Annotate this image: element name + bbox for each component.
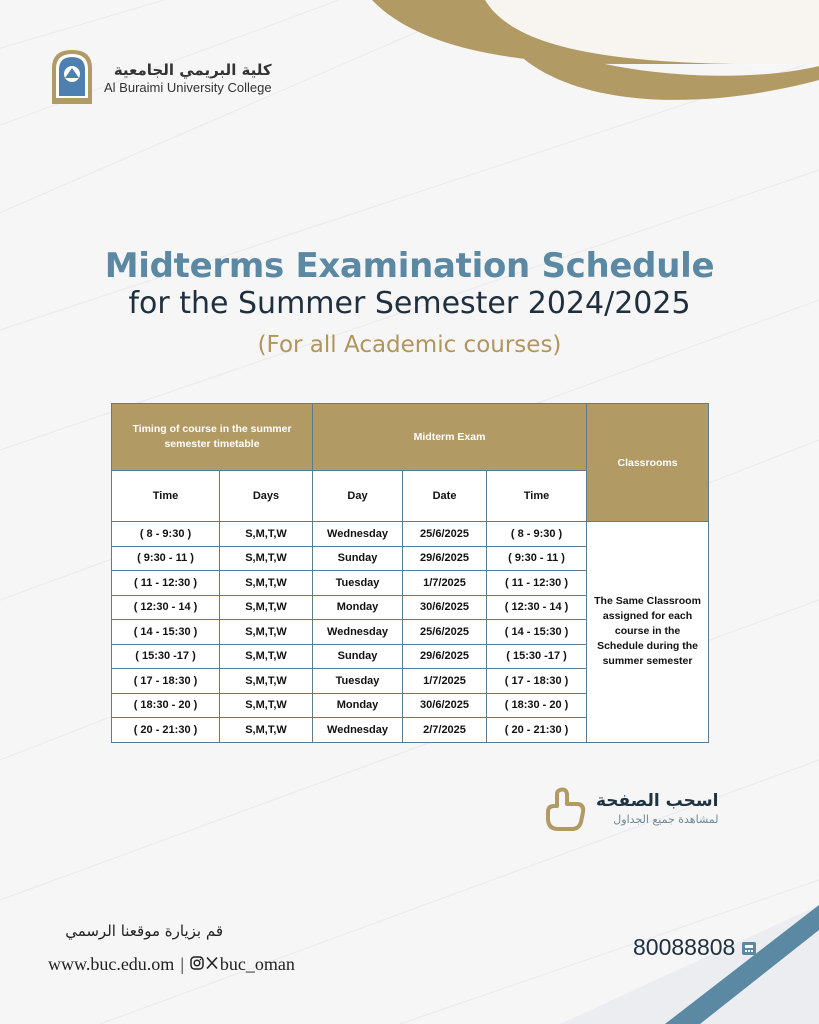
swipe-hand-icon — [544, 786, 586, 832]
cell-exam-time: ( 18:30 - 20 ) — [487, 693, 587, 718]
social-handle[interactable]: buc_oman — [219, 954, 295, 974]
page-title: Midterms Examination Schedule — [104, 246, 715, 286]
page-note: (For all Academic courses) — [257, 332, 562, 358]
header-classrooms: Classrooms — [587, 404, 709, 522]
visit-website-label: قم بزيارة موقعنا الرسمي — [65, 922, 223, 940]
cell-exam-time: ( 12:30 - 14 ) — [487, 595, 587, 620]
swipe-title: اسحب الصفحة — [596, 791, 719, 811]
cell-date: 1/7/2025 — [403, 669, 487, 694]
cell-time: ( 9:30 - 11 ) — [112, 546, 220, 571]
cell-days: S,M,T,W — [220, 718, 313, 743]
cell-date: 1/7/2025 — [403, 571, 487, 596]
cell-exam-time: ( 14 - 15:30 ) — [487, 620, 587, 645]
cell-time: ( 17 - 18:30 ) — [112, 669, 220, 694]
instagram-icon[interactable] — [190, 956, 204, 974]
page-subtitle: for the Summer Semester 2024/2025 — [128, 286, 691, 321]
cell-time: ( 11 - 12:30 ) — [112, 571, 220, 596]
x-icon[interactable] — [205, 956, 219, 974]
cell-days: S,M,T,W — [220, 595, 313, 620]
cell-days: S,M,T,W — [220, 546, 313, 571]
cell-time: ( 14 - 15:30 ) — [112, 620, 220, 645]
cell-day: Sunday — [313, 546, 403, 571]
cell-day: Tuesday — [313, 571, 403, 596]
swipe-hint — [544, 786, 718, 832]
cell-date: 30/6/2025 — [403, 595, 487, 620]
col-date: Date — [403, 471, 487, 522]
cell-time: ( 18:30 - 20 ) — [112, 693, 220, 718]
cell-days: S,M,T,W — [220, 693, 313, 718]
cell-day: Wednesday — [313, 522, 403, 547]
cell-days: S,M,T,W — [220, 669, 313, 694]
cell-day: Monday — [313, 595, 403, 620]
exam-schedule-table — [111, 403, 709, 743]
college-logo — [48, 48, 272, 108]
phone-icon — [741, 940, 757, 956]
col-days: Days — [220, 471, 313, 522]
header-midterm-exam: Midterm Exam — [313, 404, 587, 471]
cell-days: S,M,T,W — [220, 522, 313, 547]
phone-value[interactable]: 80088808 — [633, 934, 736, 960]
cell-date: 29/6/2025 — [403, 546, 487, 571]
cell-date: 25/6/2025 — [403, 522, 487, 547]
cell-exam-time: ( 15:30 -17 ) — [487, 644, 587, 669]
col-day: Day — [313, 471, 403, 522]
college-name-english: Al Buraimi University College — [104, 80, 272, 95]
cell-day: Wednesday — [313, 620, 403, 645]
cell-exam-time: ( 8 - 9:30 ) — [487, 522, 587, 547]
cell-date: 30/6/2025 — [403, 693, 487, 718]
cell-days: S,M,T,W — [220, 620, 313, 645]
website-line — [48, 954, 295, 975]
title-block — [0, 244, 819, 363]
college-seal-icon — [48, 48, 96, 108]
cell-date: 25/6/2025 — [403, 620, 487, 645]
separator: | — [180, 954, 184, 974]
classroom-note: The Same Classroom assigned for each course in the Schedule during the summer semester — [587, 522, 709, 743]
col-exam-time: Time — [487, 471, 587, 522]
cell-time: ( 20 - 21:30 ) — [112, 718, 220, 743]
cell-days: S,M,T,W — [220, 571, 313, 596]
swipe-subtitle: لمشاهدة جميع الجداول — [613, 813, 719, 826]
cell-time: ( 15:30 -17 ) — [112, 644, 220, 669]
phone-number — [633, 934, 757, 961]
cell-days: S,M,T,W — [220, 644, 313, 669]
cell-time: ( 8 - 9:30 ) — [112, 522, 220, 547]
website-link[interactable]: www.buc.edu.om — [48, 954, 175, 974]
header-course-timing: Timing of course in the summer semester timetable — [112, 404, 313, 471]
cell-exam-time: ( 17 - 18:30 ) — [487, 669, 587, 694]
cell-exam-time: ( 11 - 12:30 ) — [487, 571, 587, 596]
college-name-arabic: كلية البريمي الجامعية — [113, 61, 272, 79]
cell-date: 2/7/2025 — [403, 718, 487, 743]
table-row — [112, 522, 709, 547]
cell-day: Tuesday — [313, 669, 403, 694]
cell-day: Monday — [313, 693, 403, 718]
cell-exam-time: ( 20 - 21:30 ) — [487, 718, 587, 743]
cell-date: 29/6/2025 — [403, 644, 487, 669]
cell-day: Wednesday — [313, 718, 403, 743]
cell-time: ( 12:30 - 14 ) — [112, 595, 220, 620]
col-time: Time — [112, 471, 220, 522]
cell-exam-time: ( 9:30 - 11 ) — [487, 546, 587, 571]
cell-day: Sunday — [313, 644, 403, 669]
